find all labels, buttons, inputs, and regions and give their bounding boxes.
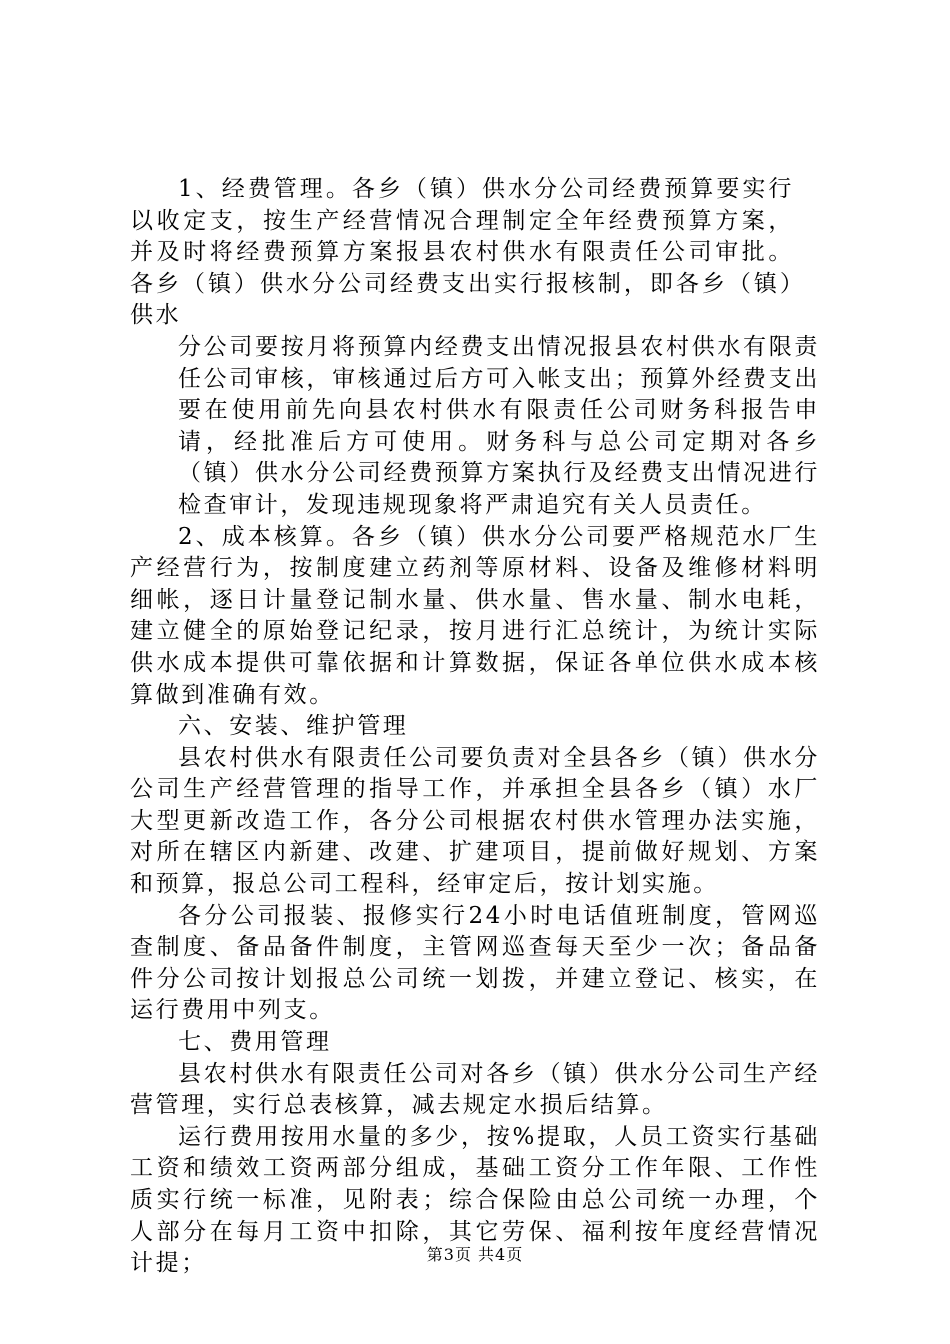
section-heading-installation-maintenance: 六、安装、维护管理 — [178, 713, 409, 740]
paragraph-expense-management: 1、经费管理。各乡（镇）供水分公司经费预算要实行以收定支，按生产经营情况合理制定全年经费预算方案，并及时将经费预算方案报县农村供水有限责任公司审批。各乡（镇）供水分公司经费支出实行报核制，即各乡（镇）供水 — [130, 176, 794, 329]
page-number-footer: 第3页 共4页 — [426, 1245, 524, 1264]
paragraph-meter-accounting: 县农村供水有限责任公司对各乡（镇）供水分公司生产经营管理，实行总表核算，减去规定水损后结算。 — [130, 1060, 820, 1119]
paragraph-cost-accounting: 2、成本核算。各乡（镇）供水分公司要严格规范水厂生产经营行为，按制度建立药剂等原材料、设备及维修材料明细帐，逐日计量登记制水量、供水量、售水量、制水电耗，建立健全的原始登记纪录，按月进行汇总统计，为统计实际供水成本提供可靠依据和计算数据，保证各单位供水成本核算做到准确有效。 — [130, 523, 820, 708]
paragraph-duty-system: 各分公司报装、报修实行24小时电话值班制度，管网巡查制度、备品备件制度，主管网巡查每天至少一次；备品备件分公司按计划报总公司统一划拨，并建立登记、核实，在运行费用中列支。 — [130, 902, 820, 1024]
paragraph-guidance-work: 县农村供水有限责任公司要负责对全县各乡（镇）供水分公司生产经营管理的指导工作，并承担全县各乡（镇）水厂大型更新改造工作，各分公司根据农村供水管理办法实施，对所在辖区内新建、改建、扩建项目，提前做好规划、方案和预算，报总公司工程科，经审定后，按计划实施。 — [130, 744, 820, 898]
paragraph-expense-continuation: 分公司要按月将预算内经费支出情况报县农村供水有限责任公司审核，审核通过后方可入帐支出；预算外经费支出要在使用前先向县农村供水有限责任公司财务科报告申请，经批准后方可使用。财务科与总公司定期对各乡（镇）供水分公司经费预算方案执行及经费支出情况进行检查审计，发现违规现象将严肃追究有关人员责任。 — [178, 333, 820, 518]
paragraph-operating-costs: 运行费用按用水量的多少，按%提取，人员工资实行基础工资和绩效工资两部分组成，基础工资分工作年限、工作性质实行统一标准，见附表；综合保险由总公司统一办理，个人部分在每月工资中扣除，其它劳保、福利按年度经营情况计提； — [130, 1123, 820, 1277]
document-body — [130, 174, 820, 1280]
section-heading-fee-management: 七、费用管理 — [178, 1029, 332, 1056]
